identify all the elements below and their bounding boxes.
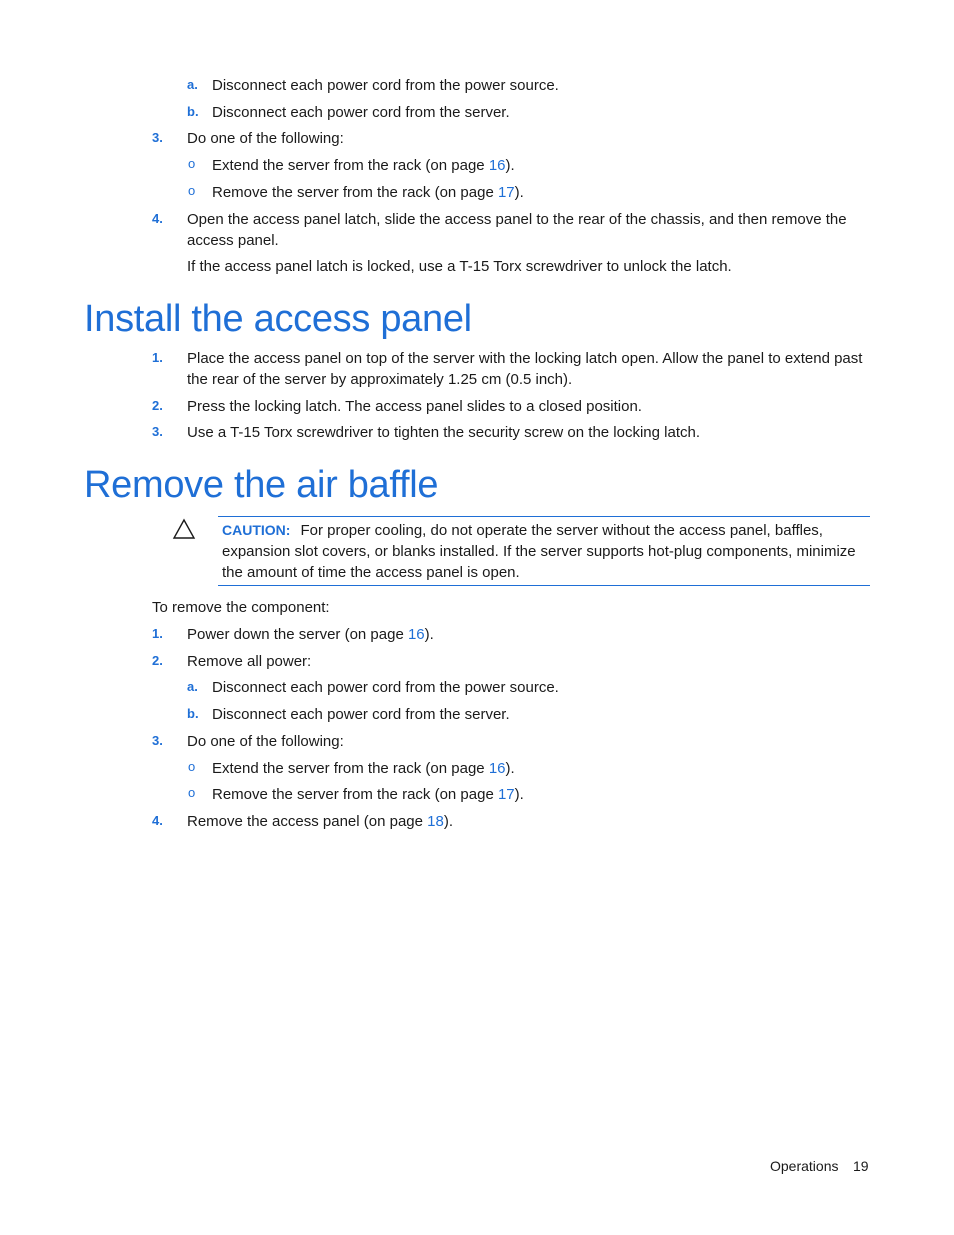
step-text: Place the access panel on top of the server with the locking latch open. Allow the panel to extend past — [187, 350, 863, 367]
substep-text: Disconnect each power cord from the server. — [212, 104, 510, 121]
warning-triangle-icon — [172, 518, 196, 540]
page-link[interactable]: 16 — [407, 626, 425, 643]
page-link[interactable]: 17 — [497, 184, 515, 201]
step-text: Use a T-15 Torx screwdriver to tighten the security screw on the locking latch. — [187, 424, 701, 441]
step-number: 2. — [152, 653, 163, 668]
page-link[interactable]: 16 — [488, 760, 506, 777]
step-text: the rear of the server by approximately 1.25 cm (0.5 inch). — [187, 371, 573, 388]
step-text: Press the locking latch. The access panel slides to a closed position. — [187, 398, 642, 415]
page-link[interactable]: 17 — [497, 786, 515, 803]
substep-label: b. — [187, 104, 199, 119]
step-text: access panel. — [187, 232, 279, 249]
step-number: 1. — [152, 350, 163, 365]
option-text: Extend the server from the rack (on page 16). — [212, 157, 515, 174]
step-text: Remove the access panel (on page 18). — [187, 813, 454, 830]
step-text: Do one of the following: — [187, 733, 344, 750]
page-number: 19 — [853, 1158, 869, 1174]
section-heading: Remove the air baffle — [84, 464, 439, 506]
option-text: Remove the server from the rack (on page 17). — [212, 184, 524, 201]
step-number: 3. — [152, 424, 163, 439]
caution-label: CAUTION: — [222, 522, 291, 538]
step-number: 4. — [152, 211, 163, 226]
caution-text: CAUTION: For proper cooling, do not operate the server without the access panel, baffles, expansion slot covers, or blanks installed. If the server supports hot-plug components, minimize the amount of time the access panel is open. — [222, 522, 856, 581]
step-number: 4. — [152, 813, 163, 828]
page-link[interactable]: 16 — [488, 157, 506, 174]
step-number: 1. — [152, 626, 163, 641]
bullet-icon: o — [188, 785, 196, 800]
intro-text: To remove the component: — [152, 599, 330, 616]
option-text: Remove the server from the rack (on page 17). — [212, 786, 524, 803]
bullet-icon: o — [188, 156, 196, 171]
substep-text: Disconnect each power cord from the server. — [212, 706, 510, 723]
footer-section: Operations — [770, 1158, 839, 1174]
step-text: Open the access panel latch, slide the access panel to the rear of the chassis, and then remove the — [187, 211, 847, 228]
bullet-icon: o — [188, 759, 196, 774]
step-text: Remove all power: — [187, 653, 312, 670]
step-number: 2. — [152, 398, 163, 413]
substep-label: a. — [187, 679, 198, 694]
step-number: 3. — [152, 130, 163, 145]
section-heading: Install the access panel — [84, 298, 472, 340]
step-text: Do one of the following: — [187, 130, 344, 147]
substep-label: b. — [187, 706, 199, 721]
bullet-icon: o — [188, 183, 196, 198]
option-text: Extend the server from the rack (on page 16). — [212, 760, 515, 777]
substep-label: a. — [187, 77, 198, 92]
substep-text: Disconnect each power cord from the power source. — [212, 679, 559, 696]
step-number: 3. — [152, 733, 163, 748]
step-note: If the access panel latch is locked, use a T-15 Torx screwdriver to unlock the latch. — [187, 258, 732, 275]
step-text: Power down the server (on page 16). — [187, 626, 434, 643]
substep-text: Disconnect each power cord from the power source. — [212, 77, 559, 94]
page-link[interactable]: 18 — [427, 813, 444, 830]
